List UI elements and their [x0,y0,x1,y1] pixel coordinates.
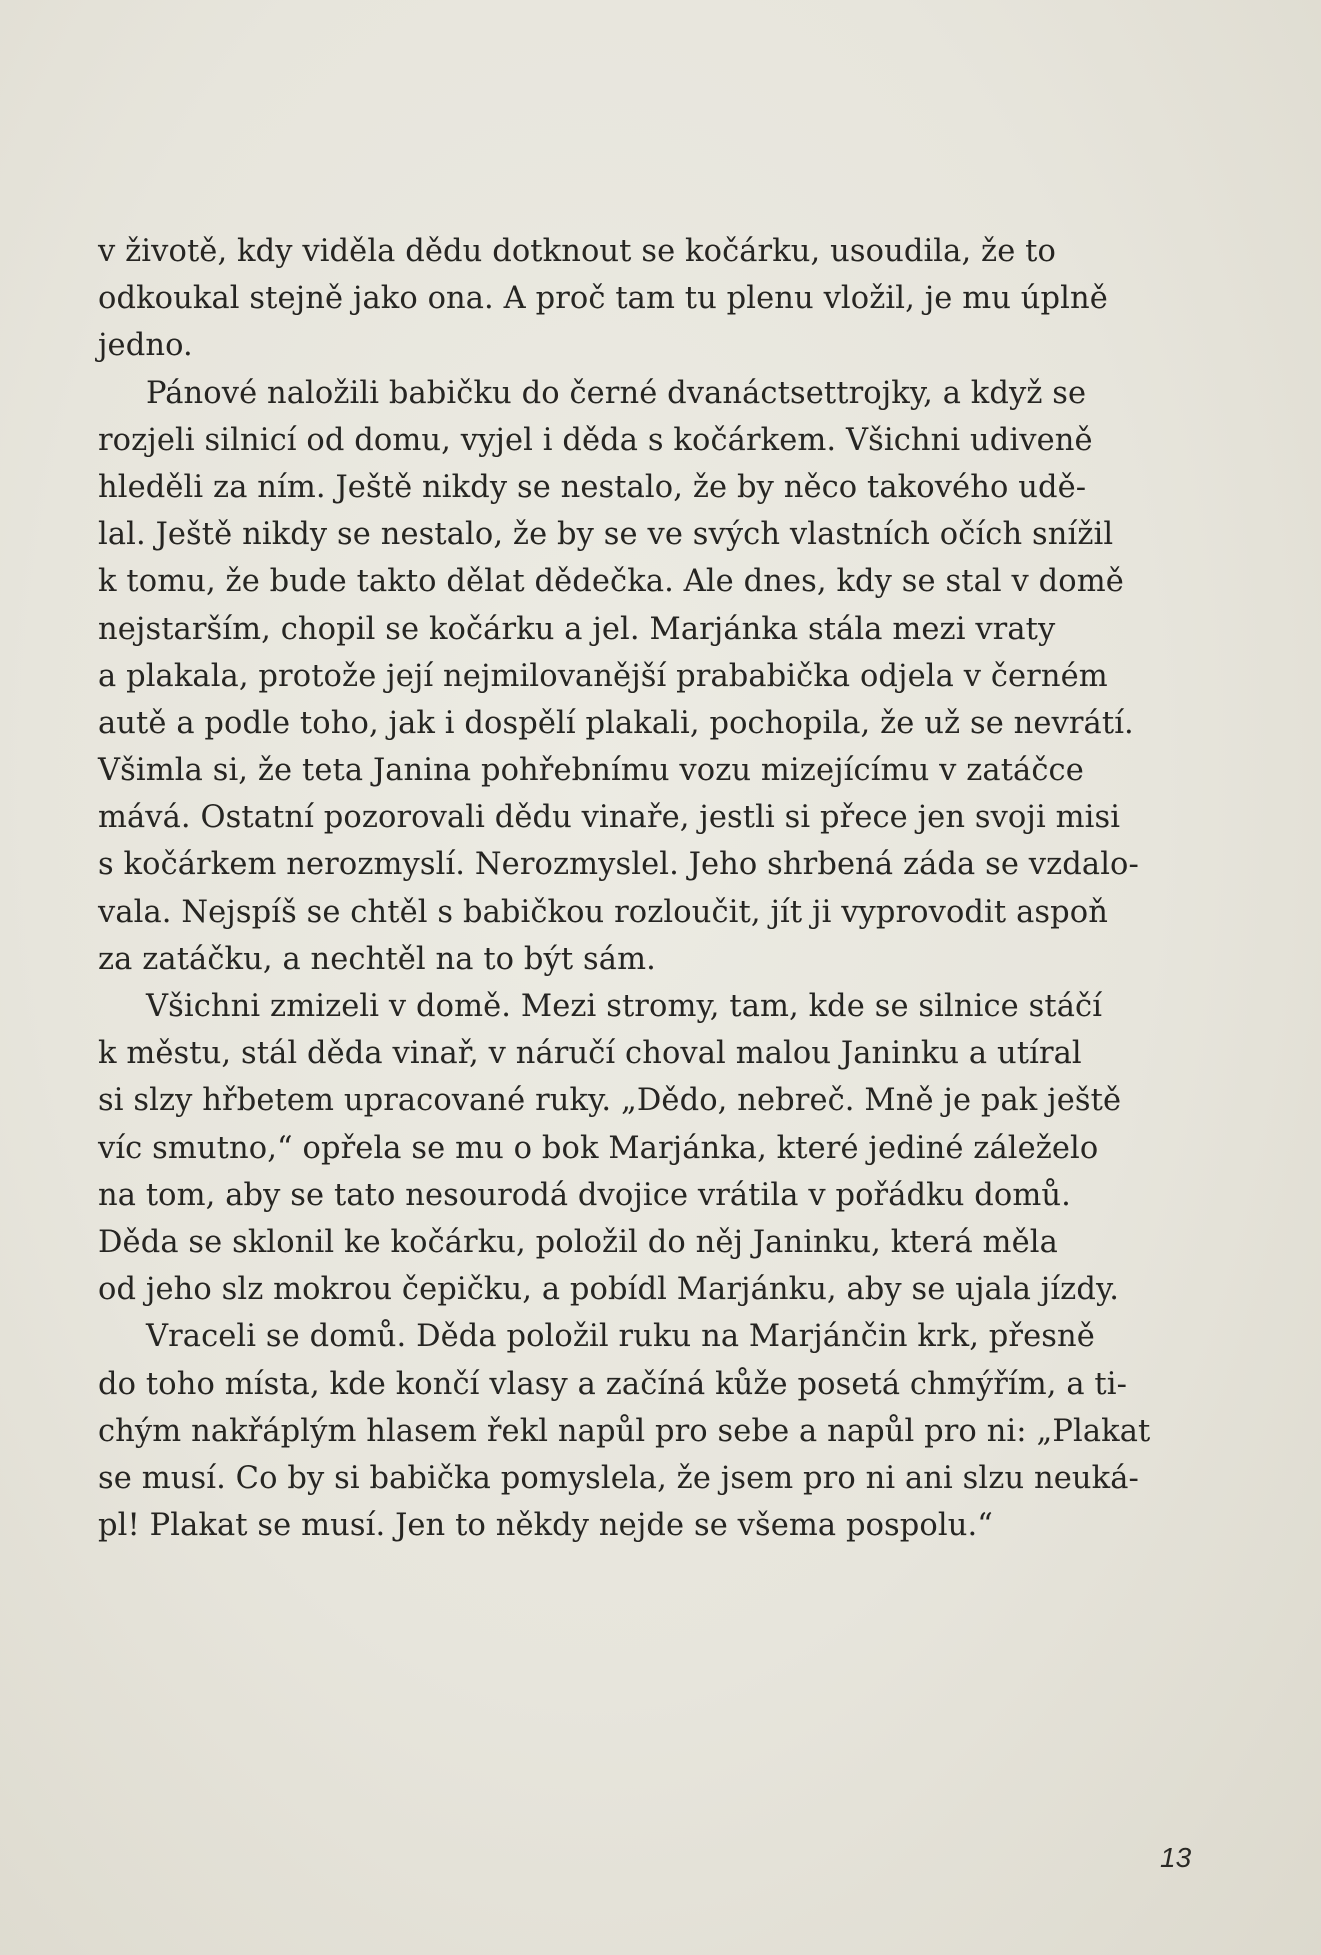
paragraph-start-line: Vraceli se domů. Děda položil ruku na Marjánčin krk, přesně [146,1319,1095,1355]
text-line: si slzy hřbetem upracované ruky. „Dědo, nebreč. Mně je pak ještě [98,1083,1122,1119]
text-line: Všimla si, že teta Janina pohřebnímu vozu mizejícímu v zatáčce [98,753,1084,789]
text-line: od jeho slz mokrou čepičku, a pobídl Marjánku, aby se ujala jízdy. [98,1272,1120,1308]
text-line: odkoukal stejně jako ona. A proč tam tu plenu vložil, je mu úplně [98,281,1108,317]
text-line: do toho místa, kde končí vlasy a začíná kůže posetá chmýřím, a ti- [98,1366,1128,1402]
text-line: lal. Ještě nikdy se nestalo, že by se ve svých vlastních očích snížil [98,517,1114,553]
paragraph-start-line: Všichni zmizeli v domě. Mezi stromy, tam, kde se silnice stáčí [146,989,1103,1024]
text-line: nejstarším, chopil se kočárku a jel. Marjánka stála mezi vraty [98,611,1056,647]
text-line: a plakala, protože její nejmilovanější prababička odjela v černém [98,658,1108,694]
text-line: s kočárkem nerozmyslí. Nerozmyslel. Jeho shrbená záda se vzdalo- [98,847,1139,883]
text-line: víc smutno,“ opřela se mu o bok Marjánka, které jediné záleželo [98,1130,1099,1166]
text-line: se musí. Co by si babička pomyslela, že jsem pro ni ani slzu neuká- [98,1460,1139,1496]
page-number: 13 [1160,1842,1192,1873]
text-line: k tomu, že bude takto dělat dědečka. Ale dnes, kdy se stal v domě [98,564,1124,600]
text-line: jedno. [98,328,193,364]
paragraph-start-line: Pánové naložili babičku do černé dvanáctsettrojky, a když se [146,375,1087,411]
text-line: pl! Plakat se musí. Jen to někdy nejde se všema pospolu.“ [98,1508,993,1544]
text-line: rozjeli silnicí od domu, vyjel i děda s kočárkem. Všichni udiveně [98,422,1093,458]
text-line: mává. Ostatní pozorovali dědu vinaře, jestli si přece jen svoji misi [98,800,1121,836]
text-line: za zatáčku, a nechtěl na to být sám. [98,941,656,977]
body-text [98,228,1188,1549]
text-line: k městu, stál děda vinař, v náručí choval malou Janinku a utíral [98,1036,1082,1072]
text-line: vala. Nejspíš se chtěl s babičkou rozloučit, jít ji vyprovodit aspoň [98,894,1108,930]
text-line: chým nakřáplým hlasem řekl napůl pro sebe a napůl pro ni: „Plakat [98,1413,1151,1449]
text-line: na tom, aby se tato nesourodá dvojice vrátila v pořádku domů. [98,1177,1071,1213]
text-line: hleděli za ním. Ještě nikdy se nestalo, že by něco takového udě- [98,469,1087,505]
text-line: autě a podle toho, jak i dospělí plakali, pochopila, že už se nevrátí. [98,705,1134,741]
text-line: v životě, kdy viděla dědu dotknout se kočárku, usoudila, že to [98,234,1056,269]
text-line: Děda se sklonil ke kočárku, položil do něj Janinku, která měla [98,1224,1058,1260]
